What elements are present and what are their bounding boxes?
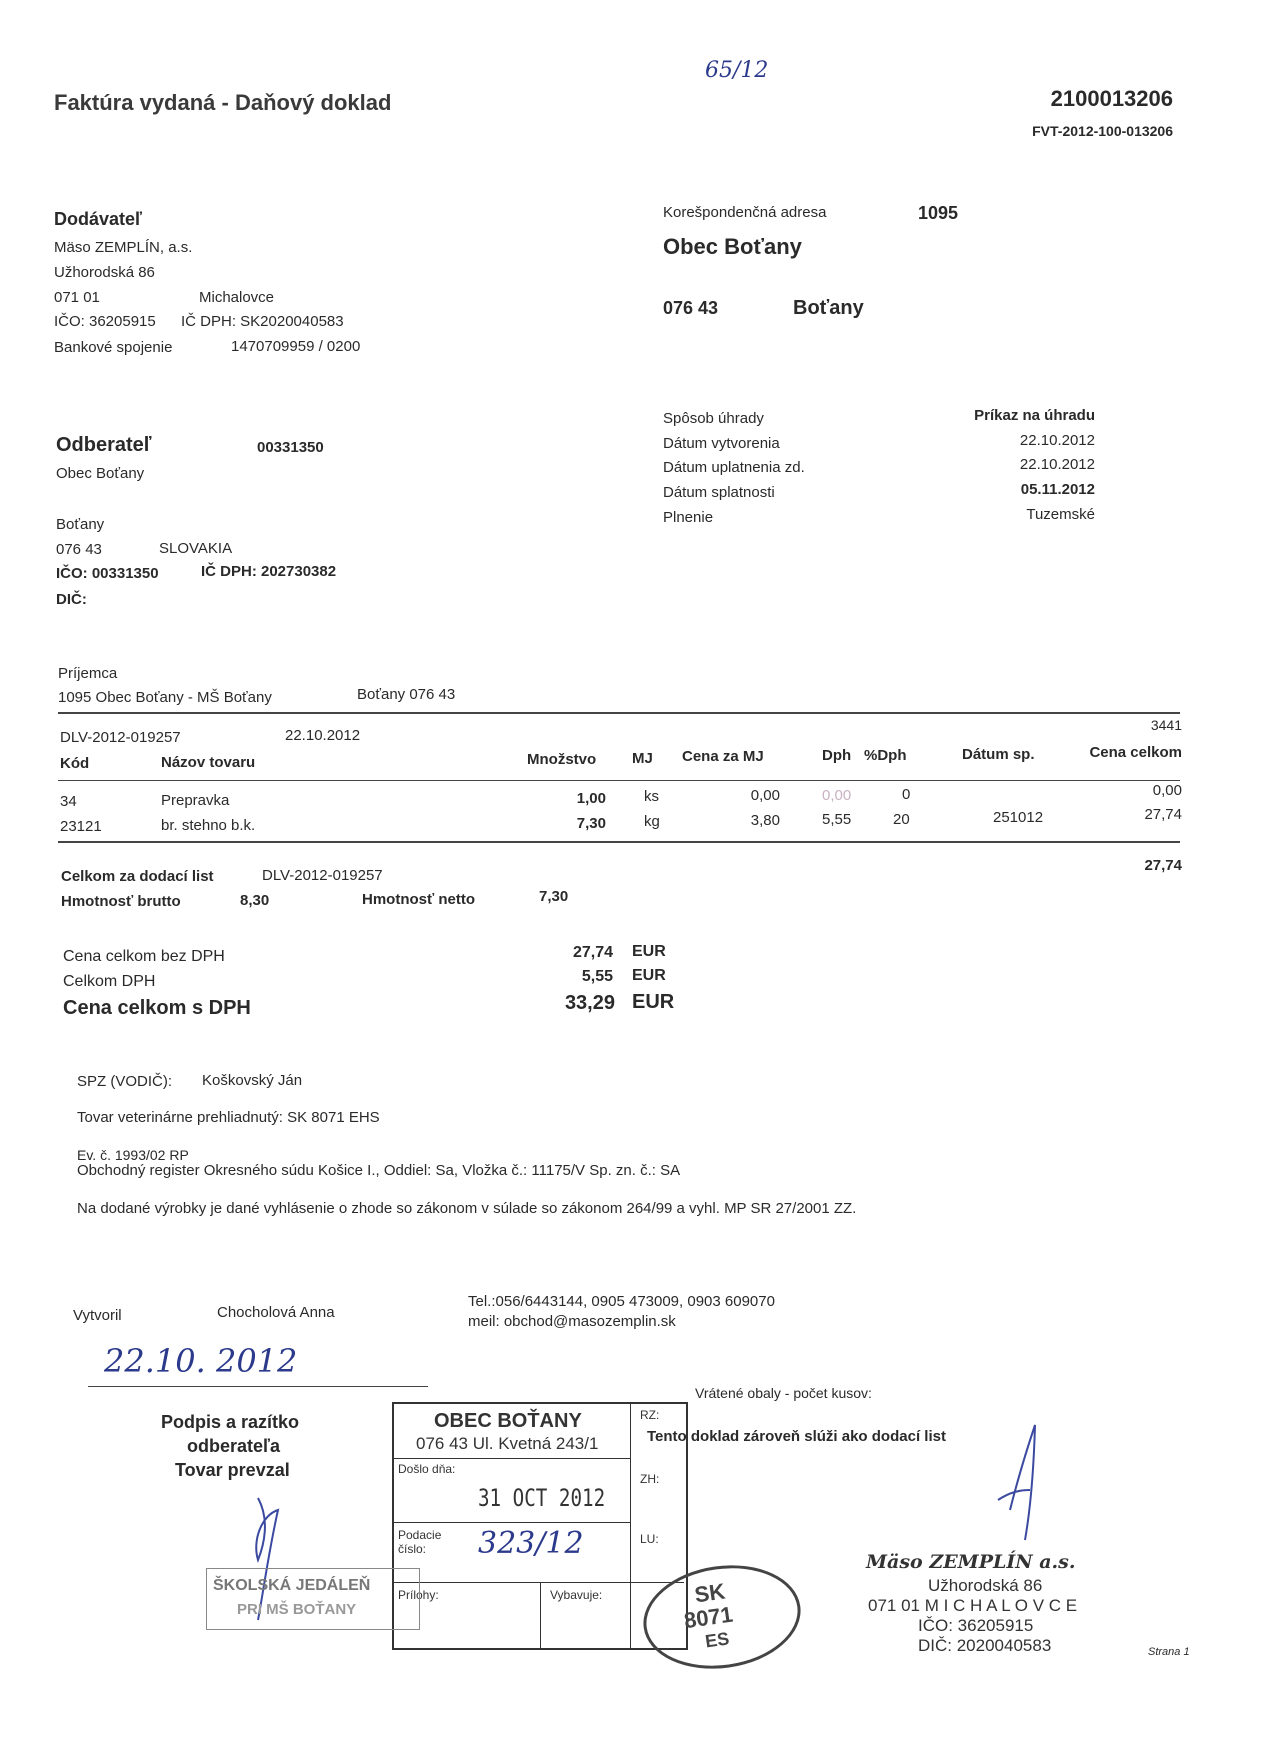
col-total: Cena celkom [1089, 744, 1182, 761]
correspondence-code: 1095 [918, 203, 959, 223]
col-unit: MJ [632, 750, 653, 767]
signature-label: Tovar prevzal [175, 1460, 290, 1480]
cell-code: 34 [60, 793, 77, 810]
summary-total-label: Celkom za dodací list [61, 868, 214, 885]
signature-line [88, 1386, 428, 1387]
recipient-heading: Príjemca [58, 665, 118, 682]
payment-value: 22.10.2012 [1019, 456, 1095, 473]
stamp-rz: RZ: [640, 1408, 660, 1422]
canteen-stamp [206, 1568, 420, 1630]
payment-label: Plnenie [663, 509, 714, 526]
cell-code: 23121 [60, 818, 102, 835]
payment-label: Dátum uplatnenia zd. [663, 459, 805, 476]
signature-label: odberateľa [187, 1436, 280, 1456]
supplier-stamp-ico: IČO: 36205915 [918, 1616, 1034, 1635]
col-name: Názov tovaru [161, 754, 256, 771]
divider [58, 780, 1180, 781]
col-vat-pct: %Dph [864, 747, 907, 764]
brutto-label: Hmotnosť brutto [61, 893, 181, 910]
col-qty: Množstvo [527, 751, 597, 768]
customer-country: SLOVAKIA [159, 540, 233, 557]
total-label: Celkom DPH [63, 973, 156, 990]
payment-value: 05.11.2012 [1020, 481, 1095, 498]
returned-packages: Vrátené obaly - počet kusov: [695, 1385, 872, 1401]
cell-total: 27,74 [1144, 806, 1182, 823]
supplier-stamp-street: Užhorodská 86 [928, 1576, 1043, 1595]
page-number: Strana 1 [1148, 1646, 1190, 1658]
stamp-address: 076 43 Ul. Kvetná 243/1 [416, 1434, 599, 1453]
stamp-vybavuje: Vybavuje: [550, 1588, 603, 1602]
spz-value: Koškovský Ján [202, 1072, 303, 1089]
recipient-place: Boťany 076 43 [357, 686, 456, 703]
correspondence-city: Boťany [793, 297, 864, 319]
payment-label: Spôsob úhrady [663, 410, 764, 427]
created-by: Chocholová Anna [217, 1304, 335, 1321]
spz-label: SPZ (VODIČ): [77, 1073, 173, 1090]
cell-qty: 1,00 [576, 790, 606, 807]
stamp-lu: LU: [640, 1532, 659, 1546]
cell-qty: 7,30 [576, 815, 606, 832]
customer-icdph: IČ DPH: 202730382 [201, 563, 337, 580]
total-currency: EUR [632, 967, 666, 984]
customer-zip: 076 43 [56, 541, 102, 558]
cell-unit: kg [644, 813, 660, 830]
cell-unit: ks [644, 788, 659, 805]
cell-vat-pct: 20 [893, 811, 910, 828]
invoice-code: FVT-2012-100-013206 [1032, 123, 1173, 139]
stamp-received-date: 31 OCT 2012 [478, 1484, 606, 1512]
stamp-podacie-value: 323/12 [478, 1526, 584, 1561]
handwritten-note: 65/12 [705, 58, 769, 83]
col-price: Cena za MJ [682, 748, 764, 765]
oval-stamp-line: ES [703, 1628, 731, 1652]
delivery-date: 22.10.2012 [285, 727, 361, 744]
divider [540, 1582, 541, 1648]
stamp-title: OBEC BOŤANY [434, 1410, 582, 1432]
customer-code: 00331350 [257, 439, 324, 456]
grand-total-label: Cena celkom s DPH [63, 997, 251, 1019]
customer-ico: IČO: 00331350 [56, 565, 159, 582]
supplier-zip: 071 01 [54, 289, 100, 306]
stamp-podacie-label: číslo: [398, 1542, 427, 1556]
cell-total: 0,00 [1152, 782, 1182, 799]
cell-vat: 5,55 [822, 811, 852, 828]
customer-dic: DIČ: [56, 591, 87, 608]
divider [58, 841, 1180, 843]
total-value: 27,74 [572, 944, 613, 961]
grand-total-currency: EUR [632, 991, 675, 1013]
total-value: 5,55 [581, 968, 613, 985]
divider [394, 1458, 630, 1459]
brutto-value: 8,30 [240, 892, 270, 909]
ev-number: Ev. č. 1993/02 RP [77, 1147, 189, 1163]
cell-date: 251012 [993, 809, 1044, 826]
supplier-ico: IČO: 36205915 [54, 313, 156, 330]
canteen-stamp-line: ŠKOLSKÁ JEDÁLEŇ [213, 1577, 371, 1594]
divider [394, 1582, 684, 1583]
handwritten-date: 22.10. 2012 [104, 1342, 298, 1380]
supplier-city: Michalovce [199, 289, 275, 306]
col-code: Kód [60, 755, 90, 772]
divider [630, 1404, 631, 1648]
cell-vat: 0,00 [822, 787, 852, 804]
supplier-bank-value: 1470709959 / 0200 [231, 338, 361, 355]
created-label: Vytvoril [73, 1307, 122, 1324]
veterinary-note: Tovar veterinárne prehliadnutý: SK 8071 EHS [77, 1109, 380, 1126]
correspondence-zip: 076 43 [663, 298, 719, 318]
recipient-line: 1095 Obec Boťany - MŠ Boťany [58, 689, 272, 706]
netto-label: Hmotnosť netto [362, 891, 476, 908]
supplier-signature [998, 1425, 1035, 1540]
invoice-number: 2100013206 [1050, 86, 1173, 111]
canteen-stamp-line: PRI MŠ BOŤANY [237, 1601, 357, 1618]
contact-mail: meil: obchod@masozemplin.sk [468, 1313, 676, 1330]
supplier-stamp-dic: DIČ: 2020040583 [918, 1636, 1052, 1655]
stamp-podacie-label: Podacie [398, 1528, 442, 1542]
supplier-street: Užhorodská 86 [54, 264, 155, 281]
stamp-prilohy: Prílohy: [398, 1588, 439, 1602]
divider [394, 1522, 630, 1523]
netto-value: 7,30 [539, 888, 569, 905]
payment-label: Dátum splatnosti [663, 484, 775, 501]
payment-value: 22.10.2012 [1019, 432, 1095, 449]
cell-price: 0,00 [750, 787, 780, 804]
cell-name: br. stehno b.k. [161, 817, 256, 834]
received-stamp [392, 1402, 688, 1650]
delivery-number: DLV-2012-019257 [60, 729, 181, 746]
correspondence-name: Obec Boťany [663, 234, 802, 259]
correspondence-label: Korešpondenčná adresa [663, 204, 827, 221]
supplier-stamp-city: 071 01 M I C H A L O V C E [868, 1596, 1078, 1615]
declaration-note: Na dodané výrobky je dané vyhlásenie o zhode so zákonom v súlade so zákonom 264/99 a vyhl. MP SR 27/2001 ZZ. [77, 1200, 857, 1217]
register-note: Obchodný register Okresného súdu Košice I., Oddiel: Sa, Vložka č.: 11175/V Sp. zn. č.: SA [77, 1162, 681, 1179]
supplier-name: Mäso ZEMPLÍN, a.s. [54, 239, 193, 256]
document-title: Faktúra vydaná - Daňový doklad [54, 90, 392, 115]
supplier-stamp-name: Mäso ZEMPLÍN a.s. [866, 1551, 1076, 1573]
grand-total-value: 33,29 [564, 992, 615, 1014]
cell-name: Prepravka [161, 792, 230, 809]
customer-heading: Odberateľ [56, 434, 152, 456]
col-vat: Dph [822, 747, 852, 764]
stamp-received-label: Došlo dňa: [398, 1462, 456, 1476]
customer-name: Obec Boťany [56, 465, 145, 482]
summary-total-ref: DLV-2012-019257 [262, 867, 383, 884]
customer-city: Boťany [56, 516, 105, 533]
delivery-ref: 3441 [1150, 717, 1182, 733]
summary-total-value: 27,74 [1144, 857, 1182, 874]
supplier-icdph: IČ DPH: SK2020040583 [181, 313, 344, 330]
total-label: Cena celkom bez DPH [63, 948, 225, 965]
supplier-bank-label: Bankové spojenie [54, 339, 173, 356]
delivery-note: Tento doklad zároveň slúži ako dodací list [647, 1428, 946, 1445]
supplier-heading: Dodávateľ [54, 209, 142, 229]
contact-phone: Tel.:056/6443144, 0905 473009, 0903 609070 [468, 1293, 775, 1310]
payment-value: Tuzemské [1026, 506, 1095, 523]
cell-price: 3,80 [750, 812, 780, 829]
payment-value: Príkaz na úhradu [974, 407, 1095, 424]
oval-stamp-line: 8071 [682, 1601, 735, 1634]
divider [58, 712, 1180, 714]
stamp-zh: ZH: [640, 1472, 660, 1486]
signature-label: Podpis a razítko [161, 1412, 300, 1432]
cell-vat-pct: 0 [902, 786, 911, 803]
col-date: Dátum sp. [962, 746, 1035, 763]
payment-label: Dátum vytvorenia [663, 435, 780, 452]
oval-stamp-line: SK [692, 1578, 727, 1608]
total-currency: EUR [632, 943, 666, 960]
